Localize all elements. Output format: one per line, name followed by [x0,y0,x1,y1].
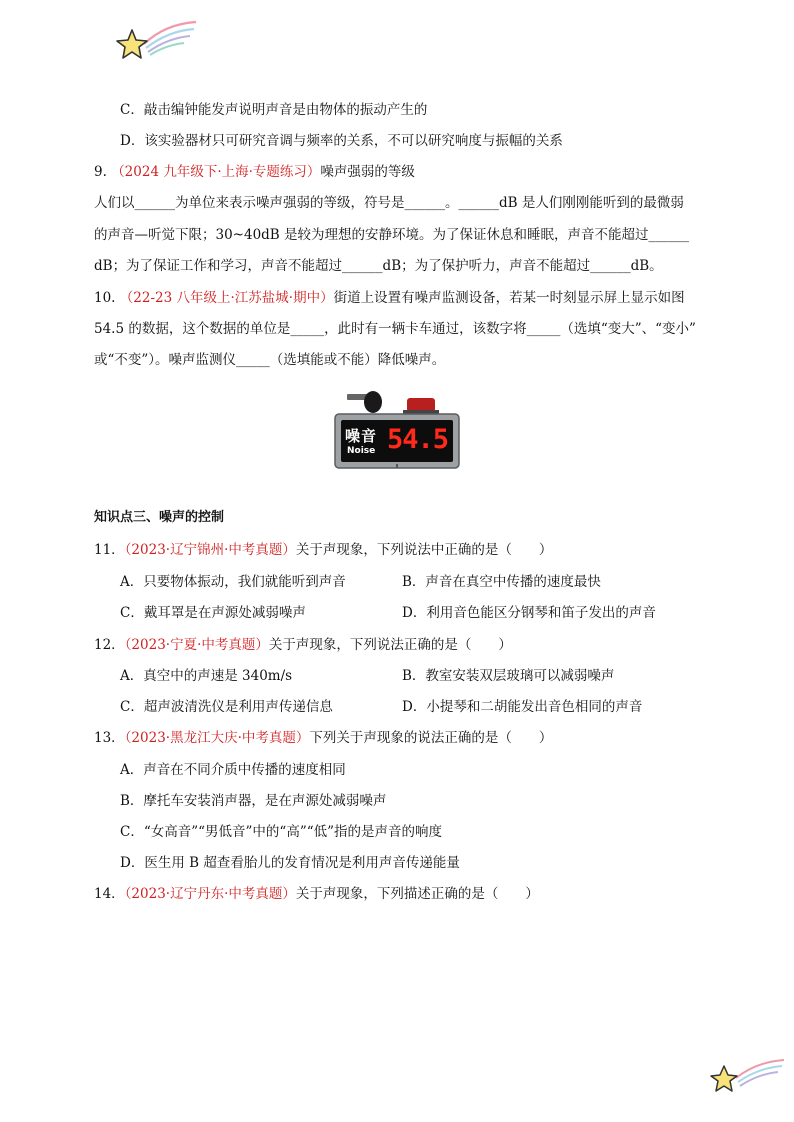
question-text: 下列关于声现象的说法正确的是（ ） [309,730,553,746]
q13-option-d: D．医生用 B 超查看胎儿的发育情况是利用声音传递能量 [120,855,460,871]
q10-stem [94,289,685,307]
question-source: （2023·辽宁锦州·中考真题） [124,542,296,558]
q10-text-line: 54.5 的数据，这个数据的单位是_____，此时有一辆卡车通过，该数字将_____（选填“变大”、“变小” [94,321,696,337]
question-title: 噪声强弱的等级 [320,164,415,180]
q9-text-line: 人们以______为单位来表示噪声强弱的等级，符号是______。______dB 是人们刚刚能听到的最微弱 [94,195,684,211]
question-number: 9. [94,164,107,180]
q10-text-line: 或“不变”）。噪声监测仪_____（选填能或不能）降低噪声。 [94,352,446,368]
q12-option-d: D．小提琴和二胡能发出音色相同的声音 [402,699,643,715]
q11-option-b: B．声音在真空中传播的速度最快 [402,574,601,590]
star-decoration-icon [110,14,200,64]
q14-stem [94,885,539,903]
question-text: 关于声现象，下列描述正确的是（ ） [295,886,539,902]
q9-text-line: dB；为了保证工作和学习，声音不能超过______dB；为了保护听力，声音不能超过______dB。 [94,258,663,274]
question-text: 关于声现象，下列说法正确的是（ ） [268,637,512,653]
q12-option-a: A．真空中的声速是 340m/s [120,668,293,684]
question-text: 街道上设置有噪声监测设备，若某一时刻显示屏上显示如图 [333,290,685,306]
noise-monitor-image [333,380,461,470]
q13-option-a: A．声音在不同介质中传播的速度相同 [120,762,346,778]
question-number: 10. [94,290,116,306]
q11-stem [94,541,552,559]
q9-stem [94,163,415,181]
q13-option-c: C．“女高音”“男低音”中的“高”“低”指的是声音的响度 [120,824,443,840]
question-source: （22-23 八年级上·江苏盐城·期中） [119,290,334,306]
q12-stem [94,636,512,654]
question-number: 13． [94,730,125,746]
star-decoration-icon [706,1054,786,1098]
q11-option-c: C．戴耳罩是在声源处减弱噪声 [120,605,306,621]
question-text: 关于声现象，下列说法中正确的是（ ） [295,542,553,558]
q13-stem [94,729,552,747]
section-title: 知识点三、噪声的控制 [94,510,225,525]
device-label-cn: 噪音 [345,427,378,445]
question-number: 14． [94,886,125,902]
q12-option-c: C．超声波清洗仪是利用声传递信息 [120,699,333,715]
q8-option-d: D．该实验器材只可研究音调与频率的关系，不可以研究响度与振幅的关系 [120,133,563,149]
question-number: 12． [94,637,125,653]
question-source: （2024 九年级下·上海·专题练习） [111,164,321,180]
q8-option-c: C．敲击编钟能发声说明声音是由物体的振动产生的 [120,102,428,118]
q9-text-line: 的声音—听觉下限；30~40dB 是较为理想的安静环境。为了保证休息和睡眠，声音不能超过______ [94,227,690,243]
q12-option-b: B．教室安装双层玻璃可以减弱噪声 [402,668,615,684]
question-source: （2023·宁夏·中考真题） [124,637,269,653]
q11-option-a: A．只要物体振动，我们就能听到声音 [120,574,346,590]
device-label-en: Noise [347,446,376,456]
question-number: 11． [94,542,125,558]
question-source: （2023·黑龙江大庆·中考真题） [124,730,310,746]
question-source: （2023·辽宁丹东·中考真题） [124,886,296,902]
q11-option-d: D．利用音色能区分钢琴和笛子发出的声音 [402,605,656,621]
device-display-value: 54.5 [387,424,449,455]
q13-option-b: B．摩托车安装消声器，是在声源处减弱噪声 [120,793,387,809]
